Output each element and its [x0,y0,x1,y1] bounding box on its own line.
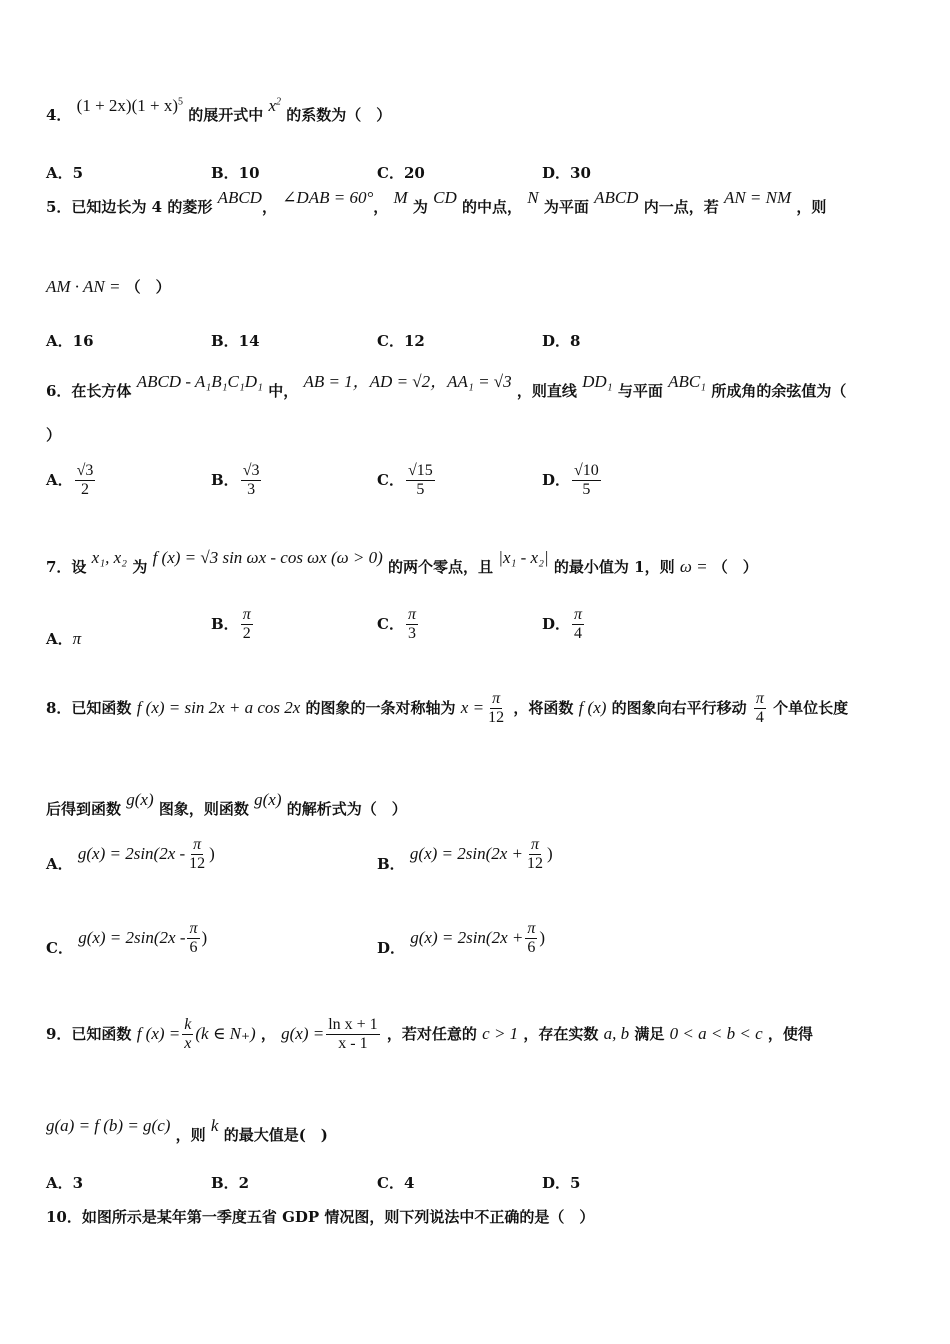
q8-option-b[interactable]: B． g(x) = 2sin(2x + $\frac{\pi}{12}$ ) [377,836,553,873]
q9-option-d[interactable]: D．5 [542,1174,581,1192]
q4-option-c[interactable]: C．20 [377,164,425,182]
q5-option-d[interactable]: D．8 [542,332,581,350]
q6-condition: AB = 1，AD = √2，AA₁ = √3 [303,372,512,391]
q8-stem: 8．已知函数 f (x) = sin 2x + a cos 2x 的图象的一条对称轴为 x = $\frac{\pi}{12}$ ，将函数 f (x) 的图象向右平行移动 $\frac{\pi}{4}$ 个单位长度 [46,690,849,727]
q7-option-a[interactable]: A．π [46,629,82,648]
q6-cuboid: ABCD - A₁B₁C₁D₁ [136,372,263,391]
q6-option-b[interactable]: B． $\frac{√3}{3}$ [211,462,260,499]
q4-stem: 4． $(1 + 2x)(1 + x)^5$ 的展开式中 $x^2$ 的系数为（ ） [46,96,392,124]
q9-option-c[interactable]: C．4 [377,1174,415,1192]
q8-option-a[interactable]: A． g(x) = 2sin(2x - $\frac{\pi}{12}$ ) [46,836,215,873]
q5-option-c[interactable]: C．12 [377,332,425,350]
q4-option-a[interactable]: A．5 [46,164,84,182]
q7-option-c[interactable]: C． $\frac{\pi}{3}$ [377,606,416,643]
q5-condition: AN = NM [723,188,792,207]
q4-x-squared: $x^2$ [268,96,282,115]
q7-option-b[interactable]: B． $\frac{\pi}{2}$ [211,606,251,643]
q8-option-c[interactable]: C． g(x) = 2sin(2x - $\frac{\pi}{6}$ ) [46,920,208,957]
q8-option-d[interactable]: D． g(x) = 2sin(2x + $\frac{\pi}{6}$ ) [377,920,546,957]
q9-stem: 9．已知函数 f (x) = $\frac{k}{x}$ (k ∈ N₊) ， g(x) = $\frac{\text{ln x + 1}}{x - 1}$ ，若对任意的 c > 1 ，存在实数 a, b 满足 0 < a < b < c ，使得 [46,1016,813,1053]
q4-option-d[interactable]: D．30 [542,164,591,182]
q7-stem: 7．设 x₁, x₂ 为 f (x) = √3 sin ωx - cos ωx (ω > 0) 的两个零点，且 |x₁ - x₂| 的最小值为 1，则 ω = （ ） [46,548,758,576]
q5-rhombus: ABCD [217,188,262,207]
q9-stem-line2: g(a) = f (b) = g(c) ，则 k 的最大值是( ) [46,1116,328,1144]
q5-stem: 5．已知边长为 4 的菱形 ABCD， ∠DAB = 60°， M 为 CD 的中点， N 为平面 ABCD 内一点，若 AN = NM ，则 [46,188,827,216]
q9-option-a[interactable]: A．3 [46,1174,84,1192]
q6-option-a[interactable]: A． $\frac{√3}{2}$ [46,462,94,499]
q8-stem-line2: 后得到函数 g(x) 图象，则函数 g(x) 的解析式为（ ） [46,790,407,818]
q6-option-d[interactable]: D． $\frac{√10}{5}$ [542,462,599,499]
q5-dot-product: AM · AN = [46,277,121,296]
q7-function: f (x) = √3 sin ωx - cos ωx (ω > 0) [152,548,383,567]
q6-stem: 6．在长方体 ABCD - A₁B₁C₁D₁ 中， AB = 1，AD = √2，AA₁ = √3 ，则直线 DD₁ 与平面 ABC₁ 所成角的余弦值为（ [46,372,847,400]
q4-expression: $(1 + 2x)(1 + x)^5$ [76,96,183,115]
q6-stem-close: ） [46,426,62,444]
q4-option-b[interactable]: B．10 [211,164,260,182]
q10-stem: 10．如图所示是某年第一季度五省 GDP 情况图，则下列说法中不正确的是（ ） [46,1208,595,1226]
q5-angle: ∠DAB = 60° [282,188,374,207]
q4-number: 4． [46,106,72,124]
q7-option-d[interactable]: D． $\frac{\pi}{4}$ [542,606,583,643]
q6-option-c[interactable]: C． $\frac{√15}{5}$ [377,462,433,499]
q9-option-b[interactable]: B．2 [211,1174,250,1192]
q5-stem-line2: AM · AN = （ ） [46,277,171,296]
q5-option-b[interactable]: B．14 [211,332,260,350]
q8-function: f (x) = sin 2x + a cos 2x [136,697,301,717]
q9-equation: g(a) = f (b) = g(c) [46,1116,171,1135]
q5-option-a[interactable]: A．16 [46,332,94,350]
